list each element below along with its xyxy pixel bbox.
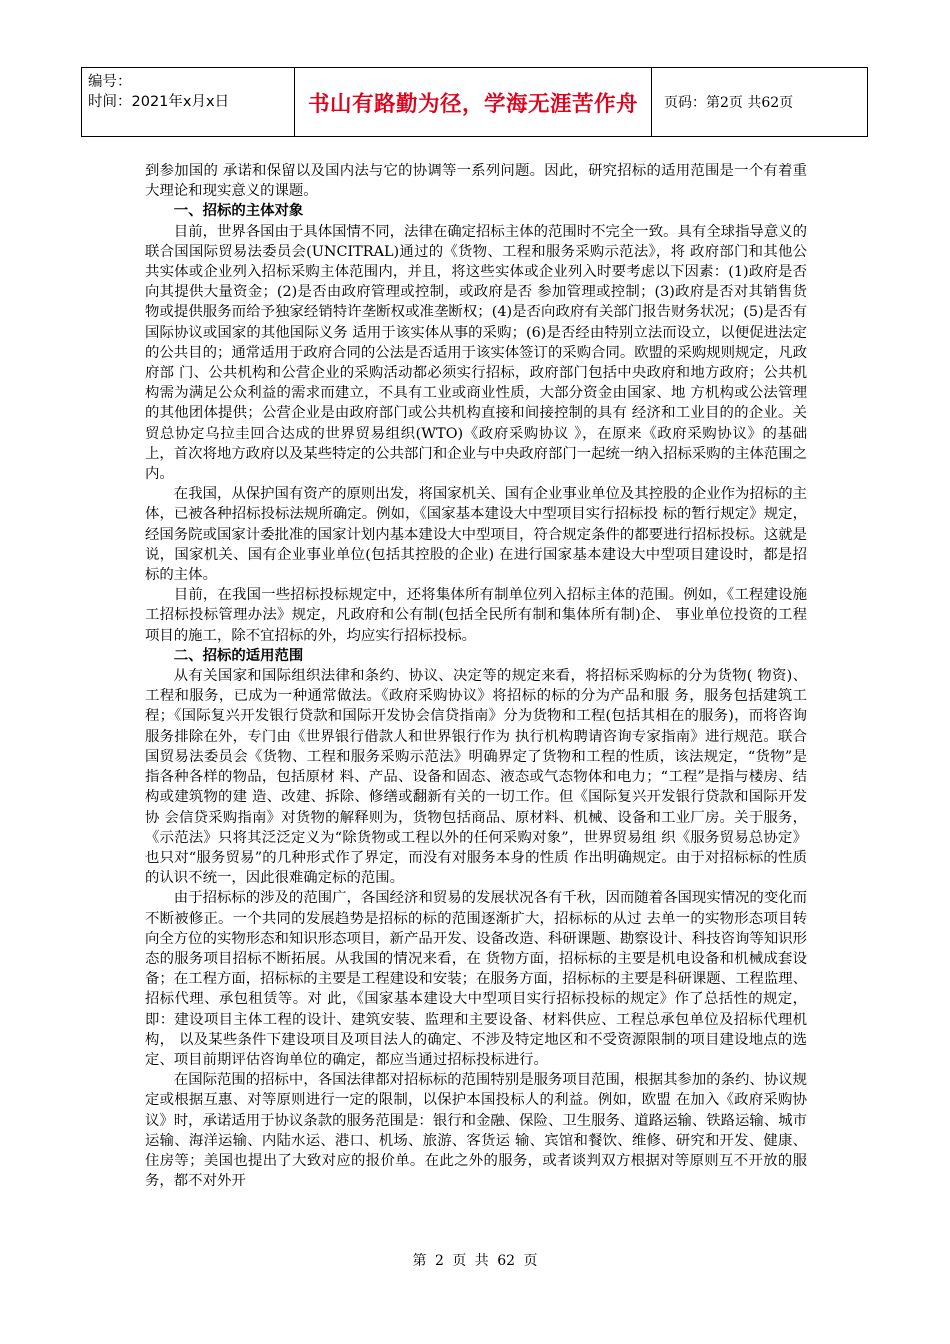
page-footer: 第 2 页 共 62 页: [412, 1253, 538, 1269]
page-header: [81, 67, 868, 137]
paragraph: 目前，世界各国由于具体国情不同，法律在确定招标主体的范围时不完全一致。具有全球指导意义的联合国国际贸易法委员会(UNCITRAL)通过的《货物、工程和服务采购示范法》，将 政府部门和其他公共实体或企业列入招标采购主体范围内，并且，将这些实体或企业列入时要考虑以下因素：(1)政府是否向其提供大量资金；(2)是否由政府管理或控制，或政府是否 参加管理或控制；(3)政府是否对其销售货物或提供服务而给予独家经销特许垄断权或准垄断权；(4)是否向政府有关部门报告财务状况；(5)是否有国际协议或国家的其他国际义务 适用于该实体从事的采购；(6)是否经由特别立法而设立，以便促进法定的公共目的；通常适用于政府合同的公法是否适用于该实体签订的采购合同。欧盟的采购规则规定，凡政府部 门、公共机构和公营企业的采购活动都必须实行招标，政府部门包括中央政府和地方政府；公共机构需为满足公众利益的需求而建立，不具有工业或商业性质，大部分资金由国家、地 方机构或公法管理的其他团体提供；公营企业是由政府部门或公共机构直接和间接控制的具有 经济和工业目的的企业。关贸总协定乌拉圭回合达成的世界贸易组织(WTO)《政府采购协议 》，在原来《政府采购协议》的基础上，首次将地方政府以及某些特定的公共部门和企业与中央政府部门一起统一纳入招标采购的主体范围之内。: [145, 223, 807, 483]
header-meta: [82, 68, 295, 136]
paragraph: 到参加国的 承诺和保留以及国内法与它的协调等一系列问题。因此，研究招标的适用范围是一个有着重大理论和现实意义的课题。: [145, 163, 807, 200]
header-motto: 书山有路勤为径，学海无涯苦作舟: [295, 68, 652, 136]
paragraph: 从有关国家和国际组织法律和条约、协议、决定等的规定来看，将招标采购标的分为货物( 物资)、工程和服务，已成为一种通常做法。《政府采购协议》将招标的标的分为产品和服 务，服务包括建筑工程；《国际复兴开发银行贷款和国际开发协会信贷指南》分为货物和工程(包括其相在的服务)，而将咨询服务排除在外，专门由《世界银行借款人和世界银行作为 执行机构聘请咨询专家指南》进行规范。联合国贸易法委员会《货物、工程和服务采购示范法》明确界定了货物和工程的性质，该法规定，“货物”是指各种各样的物品，包括原材 料、产品、设备和固态、液态或气态物体和电力；“工程”是指与楼房、结构或建筑物的建 造、改建、拆除、修缮或翻新有关的一切工作。但《国际复兴开发银行贷款和国际开发协 会信贷采购指南》对货物的解释则为，货物包括商品、原材料、机械、设备和工业厂房。关于服务，《示范法》只将其泛泛定义为“除货物或工程以外的任何采购对象”，世界贸易组 织《服务贸易总协定》也只对“服务贸易”的几种形式作了界定，而没有对服务本身的性质 作出明确规定。由于对招标标的性质的认识不统一，因此很难确定标的范围。: [145, 668, 807, 887]
paragraph: 在国际范围的招标中，各国法律都对招标标的范围特别是服务项目范围，根据其参加的条约、协议规定或根据互惠、对等原则进行一定的限制，以保护本国投标人的利益。例如，欧盟 在加入《政府采购协议》时，承诺适用于协议条款的服务范围是：银行和金融、保险、卫生服务、道路运输、铁路运输、城市运输、海洋运输、内陆水运、港口、机场、旅游、客货运 输、宾馆和餐饮、维修、研究和开发、健康、住房等；美国也提出了大致对应的报价单。在此之外的服务，或者谈判双方根据对等原则互不开放的服务，都不对外开: [145, 1072, 807, 1190]
section-heading: 二、招标的适用范围: [173, 646, 304, 664]
paragraph: 在我国，从保护国有资产的原则出发，将国家机关、国有企业事业单位及其控股的企业作为招标的主体，已被各种招标投标法规所确定。例如，《国家基本建设大中型项目实行招标投 标的暂行规定》规定，经国务院或国家计委批准的国家计划内基本建设大中型项目，符合规定条件的都要进行招标投标。这就是说，国家机关、国有企业事业单位(包括其控股的企业) 在进行国家基本建设大中型项目建设时，都是招标的主体。: [145, 486, 807, 584]
document-body: [145, 161, 807, 1191]
section-heading: 一、招标的主体对象: [173, 202, 304, 220]
document-number: 编号：: [88, 74, 132, 90]
header-page-info: 页码：第2页 共62页: [664, 95, 794, 111]
document-time: 时间：2021年x月x日: [88, 94, 230, 110]
paragraph: 由于招标标的涉及的范围广，各国经济和贸易的发展状况各有千秋，因而随着各国现实情况的变化而不断被修正。一个共同的发展趋势是招标的标的范围逐渐扩大，招标标的从过 去单一的实物形态项目转向全方位的实物形态和知识形态项目，新产品开发、设备改造、科研课题、勘察设计、科技咨询等知识形态的服务项目招标不断拓展。从我国的情况来看，在 货物方面，招标标的主要是机电设备和机械成套设备；在工程方面，招标标的主要是工程建设和安装；在服务方面，招标标的主要是科研课题、工程监理、招标代理、承包租赁等。对 此，《国家基本建设大中型项目实行招标投标的规定》作了总括性的规定，即：建设项目主体工程的设计、建筑安装、监理和主要设备、材料供应、工程总承包单位及招标代理机构， 以及某些条件下建设项目及项目法人的确定、不涉及特定地区和不受资源限制的项目建设地点的选定、项目前期评估咨询单位的确定，都应当通过招标投标进行。: [145, 890, 807, 1068]
paragraph: 目前，在我国一些招标投标规定中，还将集体所有制单位列入招标主体的范围。例如，《工程建设施工招标投标管理办法》规定，凡政府和公有制(包括全民所有制和集体所有制)企、 事业单位投资的工程项目的施工，除不宜招标的外，均应实行招标投标。: [145, 587, 807, 644]
